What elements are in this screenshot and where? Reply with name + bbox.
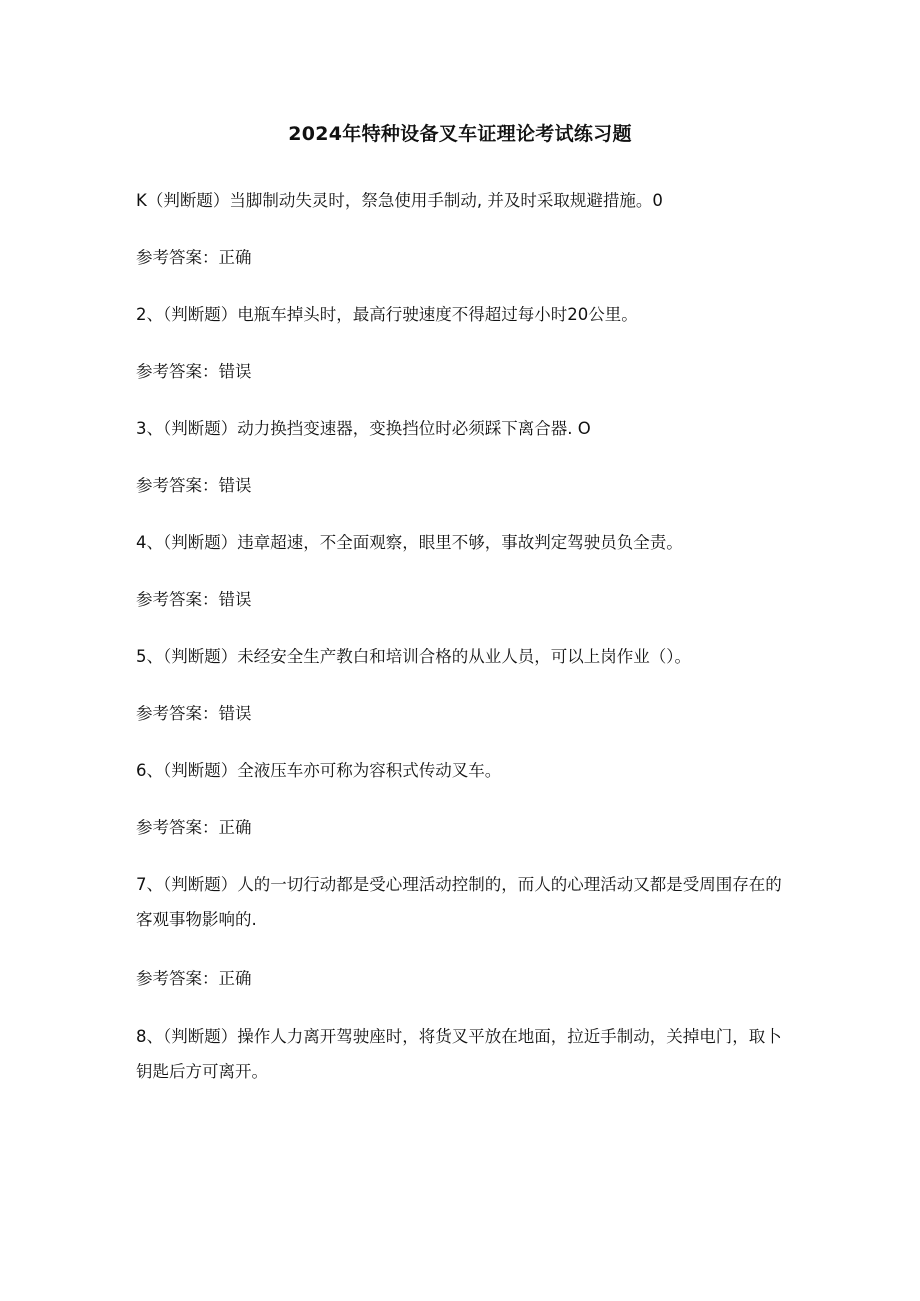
question-number: 6、 — [136, 761, 163, 780]
question-type: （判断题） — [163, 875, 238, 894]
question-number: 3、 — [136, 419, 163, 438]
answer-value: 错误 — [218, 476, 252, 495]
question-text: 电瓶车掉头时，最高行驶速度不得超过每小时20公里。 — [237, 305, 638, 324]
page-title: 2024年特种设备叉车证理论考试练习题 — [288, 123, 632, 145]
answer-1 — [136, 240, 786, 275]
answer-2 — [136, 354, 786, 389]
answer-3 — [136, 468, 786, 503]
answer-value: 正确 — [218, 818, 252, 837]
question-type: （判断题） — [163, 647, 238, 666]
question-8 — [136, 1019, 786, 1089]
question-2 — [136, 297, 786, 332]
answer-label: 参考答案： — [136, 476, 219, 495]
answer-value: 错误 — [218, 590, 252, 609]
answer-6 — [136, 810, 786, 845]
question-text: 当脚制动失灵时，祭急使用手制动, 并及时采取规避措施。0 — [229, 191, 663, 210]
question-number: 5、 — [136, 647, 163, 666]
question-text: 违章超速，不全面观察，眼里不够，事故判定驾驶员负全责。 — [237, 533, 683, 552]
question-type: （判断题） — [163, 533, 238, 552]
answer-7 — [136, 961, 786, 996]
answer-label: 参考答案： — [136, 969, 219, 988]
question-5 — [136, 639, 786, 674]
answer-label: 参考答案： — [136, 704, 219, 723]
question-type: （判断题） — [163, 305, 238, 324]
question-1 — [136, 183, 786, 218]
answer-label: 参考答案： — [136, 818, 219, 837]
question-type: （判断题） — [146, 191, 230, 210]
answer-value: 错误 — [218, 704, 252, 723]
question-type: （判断题） — [163, 1027, 238, 1046]
answer-5 — [136, 696, 786, 731]
question-3 — [136, 411, 786, 446]
question-4 — [136, 525, 786, 560]
question-text: 未经安全生产教白和培训合格的从业人员，可以上岗作业（）。 — [237, 647, 691, 666]
answer-4 — [136, 582, 786, 617]
answer-label: 参考答案： — [136, 590, 219, 609]
question-number: K — [136, 191, 147, 210]
answer-value: 正确 — [218, 248, 252, 267]
answer-value: 错误 — [218, 362, 252, 381]
question-number: 4、 — [136, 533, 163, 552]
answer-label: 参考答案： — [136, 362, 219, 381]
question-text: 操作人力离开驾驶座时，将货叉平放在地面，拉近手制动，关掉电门，取卜钥匙后方可离开。 — [136, 1027, 782, 1081]
question-6 — [136, 753, 786, 788]
question-text: 动力换挡变速器，变换挡位时必须踩下离合器. O — [237, 419, 591, 438]
question-text: 人的一切行动都是受心理活动控制的，而人的心理活动又都是受周围存在的客观事物影响的. — [136, 875, 782, 929]
question-number: 7、 — [136, 875, 163, 894]
answer-label: 参考答案： — [136, 248, 219, 267]
question-number: 8、 — [136, 1027, 163, 1046]
question-number: 2、 — [136, 305, 163, 324]
question-type: （判断题） — [163, 419, 238, 438]
answer-value: 正确 — [218, 969, 252, 988]
question-text: 全液压车亦可称为容积式传动叉车。 — [237, 761, 502, 780]
question-7 — [136, 867, 786, 937]
question-type: （判断题） — [163, 761, 238, 780]
